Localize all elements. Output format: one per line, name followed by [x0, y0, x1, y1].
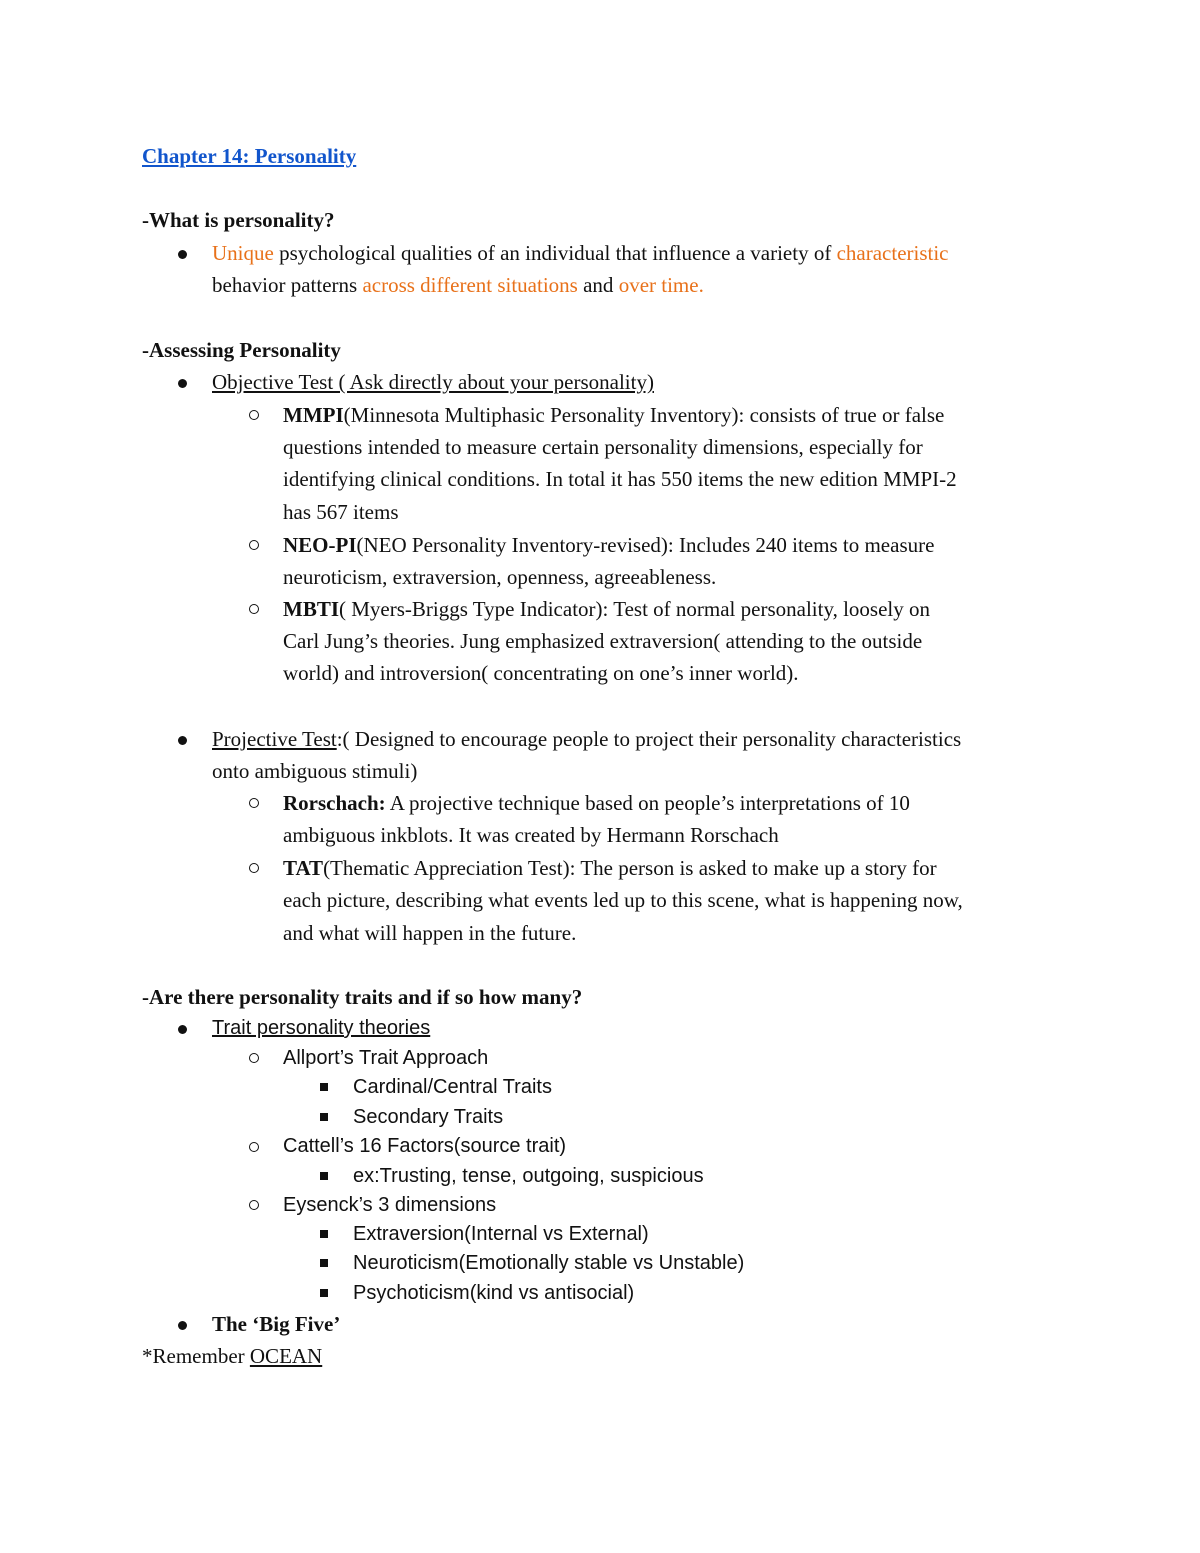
list-item: Cattell’s 16 Factors(source trait)	[283, 1135, 567, 1157]
highlight-unique: Unique	[212, 241, 274, 265]
section-heading-assessing: -Assessing Personality	[142, 338, 341, 362]
list-item: Cardinal/Central Traits	[353, 1076, 552, 1098]
list-item-continuation: Carl Jung’s theories. Jung emphasized extraversion( attending to the outside	[283, 629, 923, 653]
circle-bullet-icon	[249, 1142, 259, 1152]
text: (NEO Personality Inventory-revised): Includes 240 items to measure	[356, 533, 935, 557]
term: MMPI	[283, 403, 344, 427]
highlight-situations: across different situations	[362, 273, 578, 297]
bullet-icon	[178, 379, 187, 388]
ocean-word: OCEAN	[249, 1344, 323, 1368]
list-item-continuation: neuroticism, extraversion, openness, agreeableness.	[283, 565, 717, 589]
circle-bullet-icon	[249, 540, 259, 550]
remember-note	[142, 1341, 322, 1371]
circle-bullet-icon	[249, 1200, 259, 1210]
square-bullet-icon	[320, 1083, 328, 1091]
square-bullet-icon	[320, 1172, 328, 1180]
list-item: Eysenck’s 3 dimensions	[283, 1194, 497, 1216]
square-bullet-icon	[320, 1113, 328, 1121]
list-item	[283, 400, 944, 430]
list-item	[283, 530, 934, 560]
big-five-label: The ‘Big Five’	[212, 1312, 341, 1336]
circle-bullet-icon	[249, 1053, 259, 1063]
list-item-continuation: and what will happen in the future.	[283, 921, 577, 945]
list-item	[283, 788, 910, 818]
term: MBTI	[283, 597, 340, 621]
circle-bullet-icon	[249, 410, 259, 420]
square-bullet-icon	[320, 1259, 328, 1267]
objective-test-label: Objective Test ( Ask directly about your personality)	[212, 370, 654, 394]
term: NEO-PI	[283, 533, 357, 557]
square-bullet-icon	[320, 1289, 328, 1297]
text: ( Myers-Briggs Type Indicator): Test of normal personality, loosely on	[339, 597, 930, 621]
bullet-icon	[178, 736, 187, 745]
list-item: Secondary Traits	[353, 1106, 504, 1128]
list-item: Neuroticism(Emotionally stable vs Unstable)	[353, 1252, 745, 1274]
term: TAT	[283, 856, 324, 880]
list-item-continuation: each picture, describing what events led up to this scene, what is happening now,	[283, 888, 963, 912]
text: *Remember	[142, 1344, 250, 1368]
projective-test-label: Projective Test	[212, 727, 337, 751]
list-item: Psychoticism(kind vs antisocial)	[353, 1282, 635, 1304]
list-item-continuation	[212, 270, 704, 300]
list-item-continuation: has 567 items	[283, 500, 399, 524]
list-item	[283, 594, 930, 624]
text: (Minnesota Multiphasic Personality Inventory): consists of true or false	[343, 403, 945, 427]
term: Rorschach:	[283, 791, 386, 815]
text: and	[577, 273, 619, 297]
list-item-continuation: identifying clinical conditions. In total it has 550 items the new edition MMPI-2	[283, 467, 957, 491]
list-item: Allport’s Trait Approach	[283, 1047, 489, 1069]
text: :( Designed to encourage people to project their personality characteristics	[336, 727, 962, 751]
circle-bullet-icon	[249, 798, 259, 808]
highlight-characteristic: characteristic	[836, 241, 949, 265]
circle-bullet-icon	[249, 604, 259, 614]
text: (Thematic Appreciation Test): The person is asked to make up a story for	[323, 856, 937, 880]
list-item-continuation: world) and introversion( concentrating on one’s inner world).	[283, 661, 799, 685]
text: psychological qualities of an individual that influence a variety of	[273, 241, 837, 265]
section-heading-traits: -Are there personality traits and if so how many?	[142, 985, 583, 1009]
text: A projective technique based on people’s interpretations of 10	[385, 791, 910, 815]
list-item: Extraversion(Internal vs External)	[353, 1223, 649, 1245]
list-item-continuation: questions intended to measure certain personality dimensions, especially for	[283, 435, 923, 459]
page-title[interactable]: Chapter 14: Personality	[142, 144, 357, 168]
list-item-continuation: ambiguous inkblots. It was created by Hermann Rorschach	[283, 823, 779, 847]
bullet-icon	[178, 1321, 187, 1330]
bullet-icon	[178, 250, 187, 259]
circle-bullet-icon	[249, 863, 259, 873]
list-item	[283, 853, 937, 883]
list-item: ex:Trusting, tense, outgoing, suspicious	[353, 1165, 704, 1187]
list-item	[212, 238, 949, 268]
trait-theories-label: Trait personality theories	[212, 1017, 431, 1039]
highlight-time: over time.	[618, 273, 704, 297]
bullet-icon	[178, 1025, 187, 1034]
section-heading-what: -What is personality?	[142, 208, 335, 232]
list-item	[212, 724, 961, 754]
square-bullet-icon	[320, 1230, 328, 1238]
list-item-continuation: onto ambiguous stimuli)	[212, 759, 418, 783]
text: behavior patterns	[212, 273, 363, 297]
